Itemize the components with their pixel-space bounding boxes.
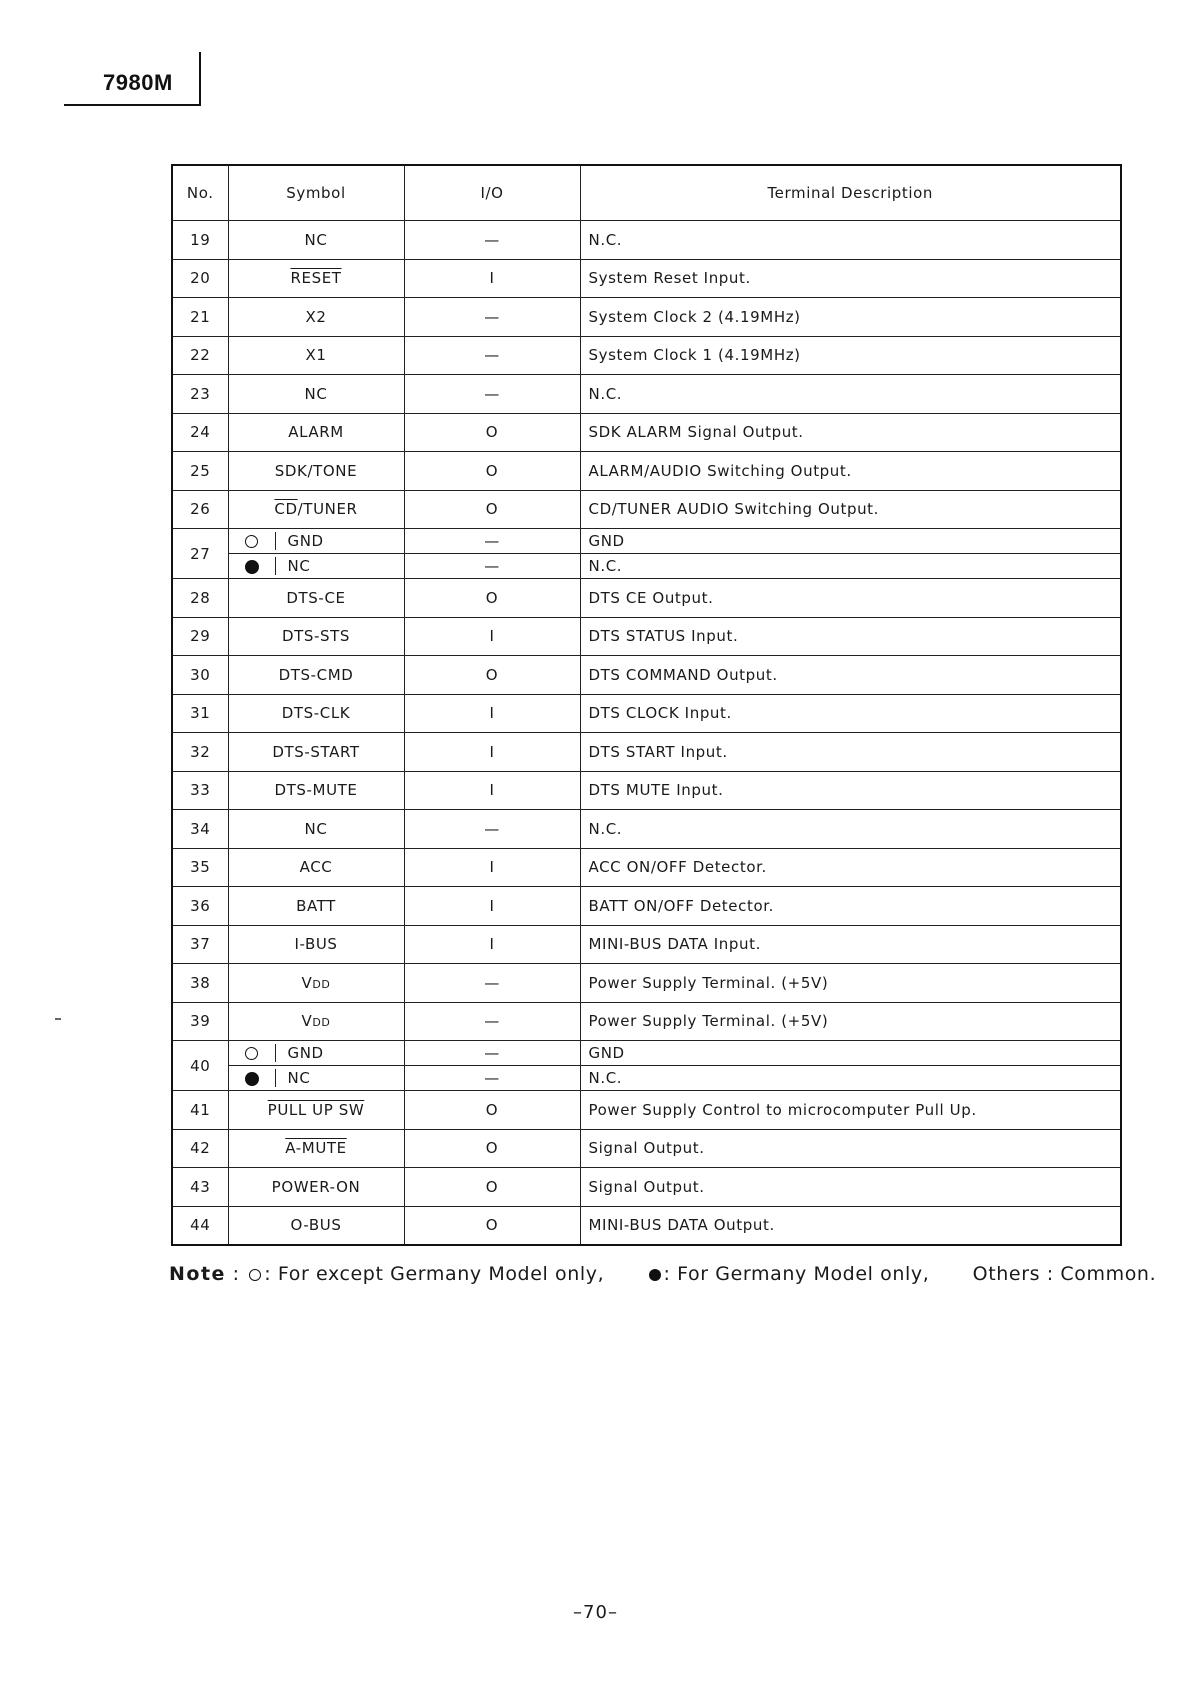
pin-symbol-cell bbox=[228, 848, 404, 887]
pin-number: 32 bbox=[172, 733, 228, 772]
header-description: Terminal Description bbox=[580, 165, 1121, 221]
header-symbol: Symbol bbox=[228, 165, 404, 221]
pin-symbol: ALARM bbox=[288, 423, 344, 442]
table-row bbox=[172, 733, 1121, 772]
pin-symbol-cell bbox=[228, 1066, 404, 1091]
pin-symbol-subscript: DD bbox=[312, 1016, 331, 1030]
pin-symbol-cell bbox=[228, 298, 404, 337]
pin-description: Power Supply Terminal. (+5V) bbox=[580, 1002, 1121, 1041]
table-row bbox=[172, 1168, 1121, 1207]
pin-description: DTS COMMAND Output. bbox=[580, 656, 1121, 695]
open-circle-icon bbox=[245, 1047, 258, 1060]
note-filled-text: : For Germany Model only, bbox=[663, 1263, 930, 1285]
pin-description: Power Supply Terminal. (+5V) bbox=[580, 964, 1121, 1003]
pin-description: System Reset Input. bbox=[580, 259, 1121, 298]
table-row bbox=[172, 1002, 1121, 1041]
note-colon: : bbox=[232, 1263, 240, 1285]
pin-description: DTS CE Output. bbox=[580, 579, 1121, 618]
pin-symbol-cell bbox=[228, 964, 404, 1003]
table-row bbox=[172, 694, 1121, 733]
pin-io: O bbox=[404, 579, 580, 618]
header-io: I/O bbox=[404, 165, 580, 221]
pin-symbol-cell bbox=[228, 733, 404, 772]
table-row bbox=[172, 964, 1121, 1003]
pin-io: — bbox=[404, 554, 580, 579]
pin-io: O bbox=[404, 1168, 580, 1207]
pin-io: O bbox=[404, 1091, 580, 1130]
pin-symbol-cell bbox=[228, 617, 404, 656]
pin-symbol-cell bbox=[228, 694, 404, 733]
table-row-variant bbox=[172, 1066, 1121, 1091]
pin-description: N.C. bbox=[580, 221, 1121, 260]
pin-io: I bbox=[404, 694, 580, 733]
pin-symbol-cell bbox=[228, 1168, 404, 1207]
pin-number: 35 bbox=[172, 848, 228, 887]
table-row bbox=[172, 1091, 1121, 1130]
pin-description: DTS MUTE Input. bbox=[580, 771, 1121, 810]
pin-number: 38 bbox=[172, 964, 228, 1003]
table-note bbox=[169, 1263, 1157, 1285]
pin-number: 27 bbox=[172, 529, 228, 579]
table-row bbox=[172, 452, 1121, 491]
scan-mark bbox=[55, 1018, 61, 1020]
table-row bbox=[172, 221, 1121, 260]
pin-description: DTS CLOCK Input. bbox=[580, 694, 1121, 733]
table-row bbox=[172, 259, 1121, 298]
pin-number: 23 bbox=[172, 375, 228, 414]
pin-symbol-cell bbox=[228, 221, 404, 260]
table-row-variant bbox=[172, 554, 1121, 579]
pin-description: GND bbox=[580, 1041, 1121, 1066]
table-row-variant bbox=[172, 529, 1121, 554]
pin-symbol-rest: /TUNER bbox=[297, 500, 358, 519]
pin-description: GND bbox=[580, 529, 1121, 554]
table-row bbox=[172, 617, 1121, 656]
pin-number: 29 bbox=[172, 617, 228, 656]
pin-table bbox=[171, 164, 1122, 1246]
pin-symbol-cell bbox=[228, 1002, 404, 1041]
pin-io: — bbox=[404, 336, 580, 375]
pin-io: O bbox=[404, 1129, 580, 1168]
pin-symbol-cell bbox=[228, 887, 404, 926]
pin-number: 42 bbox=[172, 1129, 228, 1168]
pin-description: SDK ALARM Signal Output. bbox=[580, 413, 1121, 452]
pin-description: N.C. bbox=[580, 375, 1121, 414]
pin-number: 31 bbox=[172, 694, 228, 733]
pin-symbol: GND bbox=[287, 1044, 324, 1062]
table-row bbox=[172, 1129, 1121, 1168]
pin-symbol: A-MUTE bbox=[285, 1139, 347, 1158]
pin-number: 37 bbox=[172, 925, 228, 964]
pin-io: O bbox=[404, 452, 580, 491]
pin-number: 28 bbox=[172, 579, 228, 618]
pin-io: O bbox=[404, 1206, 580, 1245]
table-body bbox=[172, 221, 1121, 1245]
pin-description: DTS STATUS Input. bbox=[580, 617, 1121, 656]
model-label: 7980M bbox=[103, 70, 173, 95]
pin-io: I bbox=[404, 733, 580, 772]
table-row bbox=[172, 925, 1121, 964]
pin-symbol: NC bbox=[304, 384, 328, 403]
pin-number: 34 bbox=[172, 810, 228, 849]
pin-io: I bbox=[404, 887, 580, 926]
pin-io: I bbox=[404, 925, 580, 964]
pin-symbol-cell bbox=[228, 452, 404, 491]
pin-description: N.C. bbox=[580, 554, 1121, 579]
pin-number: 24 bbox=[172, 413, 228, 452]
pin-symbol: RESET bbox=[290, 269, 342, 288]
pin-description: ACC ON/OFF Detector. bbox=[580, 848, 1121, 887]
pin-symbol-cell bbox=[228, 529, 404, 554]
pin-symbol-cell bbox=[228, 1206, 404, 1245]
pin-description: BATT ON/OFF Detector. bbox=[580, 887, 1121, 926]
pin-io: — bbox=[404, 298, 580, 337]
pin-symbol: I-BUS bbox=[294, 935, 338, 954]
pin-symbol: X1 bbox=[305, 346, 327, 365]
table-row-variant bbox=[172, 1041, 1121, 1066]
table-row bbox=[172, 656, 1121, 695]
pin-symbol-overlined: $\overline{CD}$ bbox=[274, 500, 298, 519]
pin-symbol: PULL UP SW bbox=[267, 1100, 365, 1119]
table-row bbox=[172, 336, 1121, 375]
pin-description: CD/TUNER AUDIO Switching Output. bbox=[580, 490, 1121, 529]
pin-symbol: ACC bbox=[299, 858, 333, 877]
pin-symbol: DTS-CE bbox=[286, 588, 346, 607]
pin-symbol-cell bbox=[228, 1041, 404, 1066]
pin-description: System Clock 1 (4.19MHz) bbox=[580, 336, 1121, 375]
pin-symbol: GND bbox=[287, 532, 324, 550]
pin-symbol: DTS-MUTE bbox=[274, 781, 358, 800]
pin-symbol-cell bbox=[228, 1091, 404, 1130]
variant-marker bbox=[229, 557, 276, 575]
pin-number: 25 bbox=[172, 452, 228, 491]
pin-io: — bbox=[404, 964, 580, 1003]
pin-symbol: NC bbox=[287, 557, 311, 575]
table-row bbox=[172, 298, 1121, 337]
pin-description: Signal Output. bbox=[580, 1168, 1121, 1207]
pin-description: DTS START Input. bbox=[580, 733, 1121, 772]
pin-symbol: NC bbox=[304, 230, 328, 249]
pin-symbol: O-BUS bbox=[290, 1216, 342, 1234]
pin-symbol-cell bbox=[228, 490, 404, 529]
table-row bbox=[172, 887, 1121, 926]
pin-description: N.C. bbox=[580, 1066, 1121, 1091]
open-circle-icon bbox=[249, 1269, 261, 1281]
pin-symbol: DTS-STS bbox=[281, 627, 351, 646]
table-header-row bbox=[172, 165, 1121, 221]
pin-io: I bbox=[404, 771, 580, 810]
pin-io: O bbox=[404, 413, 580, 452]
pin-symbol: DTS-CLK bbox=[281, 704, 351, 723]
pin-symbol: DTS-START bbox=[272, 742, 360, 761]
pin-number: 19 bbox=[172, 221, 228, 260]
pin-io: — bbox=[404, 1002, 580, 1041]
pin-description: N.C. bbox=[580, 810, 1121, 849]
pin-io: — bbox=[404, 529, 580, 554]
pin-description: MINI-BUS DATA Output. bbox=[580, 1206, 1121, 1245]
pin-io: I bbox=[404, 848, 580, 887]
open-circle-icon bbox=[245, 535, 258, 548]
pin-symbol: V bbox=[301, 973, 313, 992]
table-row bbox=[172, 810, 1121, 849]
pin-description: Signal Output. bbox=[580, 1129, 1121, 1168]
pin-symbol-subscript: DD bbox=[312, 977, 331, 991]
pin-io: — bbox=[404, 1041, 580, 1066]
table-row bbox=[172, 413, 1121, 452]
pin-symbol-cell bbox=[228, 810, 404, 849]
note-open-text: : For except Germany Model only, bbox=[264, 1263, 605, 1285]
pin-symbol-cell bbox=[228, 413, 404, 452]
pin-symbol: NC bbox=[304, 819, 328, 838]
page-number: –70– bbox=[573, 1602, 618, 1623]
note-others-text: Others : Common. bbox=[972, 1263, 1157, 1285]
filled-circle-icon bbox=[649, 1269, 661, 1281]
pin-description: ALARM/AUDIO Switching Output. bbox=[580, 452, 1121, 491]
table-row bbox=[172, 1206, 1121, 1245]
pin-io: I bbox=[404, 259, 580, 298]
pin-number: 36 bbox=[172, 887, 228, 926]
pin-symbol: BATT bbox=[296, 896, 336, 915]
table-row bbox=[172, 771, 1121, 810]
pin-symbol: X2 bbox=[305, 307, 327, 326]
pin-symbol-cell bbox=[228, 375, 404, 414]
pin-symbol-cell bbox=[228, 259, 404, 298]
pin-symbol-cell bbox=[228, 925, 404, 964]
pin-symbol: NC bbox=[287, 1069, 311, 1087]
pin-number: 41 bbox=[172, 1091, 228, 1130]
pin-number: 43 bbox=[172, 1168, 228, 1207]
pin-io: — bbox=[404, 221, 580, 260]
pin-number: 21 bbox=[172, 298, 228, 337]
pin-number: 39 bbox=[172, 1002, 228, 1041]
pin-io: O bbox=[404, 656, 580, 695]
pin-symbol: V bbox=[301, 1012, 313, 1031]
pin-number: 20 bbox=[172, 259, 228, 298]
pin-number: 40 bbox=[172, 1041, 228, 1091]
pin-io: O bbox=[404, 490, 580, 529]
pin-symbol-cell bbox=[228, 1129, 404, 1168]
filled-circle-icon bbox=[245, 1072, 259, 1086]
pin-symbol-cell bbox=[228, 336, 404, 375]
table-row bbox=[172, 375, 1121, 414]
filled-circle-icon bbox=[245, 560, 259, 574]
pin-symbol: DTS-CMD bbox=[278, 665, 354, 684]
table-row bbox=[172, 490, 1121, 529]
pin-number: 26 bbox=[172, 490, 228, 529]
pin-io: — bbox=[404, 375, 580, 414]
variant-marker bbox=[229, 1069, 276, 1087]
pin-io: — bbox=[404, 1066, 580, 1091]
pin-symbol-cell bbox=[228, 656, 404, 695]
variant-marker bbox=[229, 1044, 276, 1062]
pin-number: 30 bbox=[172, 656, 228, 695]
pin-symbol: SDK/TONE bbox=[274, 461, 358, 480]
variant-marker bbox=[229, 532, 276, 550]
pin-symbol-cell bbox=[228, 554, 404, 579]
pin-description: Power Supply Control to microcomputer Pull Up. bbox=[580, 1091, 1121, 1130]
pin-io: — bbox=[404, 810, 580, 849]
pin-symbol: POWER-ON bbox=[271, 1177, 361, 1196]
header-no: No. bbox=[172, 165, 228, 221]
table-row bbox=[172, 848, 1121, 887]
pin-number: 22 bbox=[172, 336, 228, 375]
pin-description: System Clock 2 (4.19MHz) bbox=[580, 298, 1121, 337]
note-label: Note bbox=[169, 1263, 226, 1285]
pin-io: I bbox=[404, 617, 580, 656]
pin-symbol-cell bbox=[228, 579, 404, 618]
pin-description: MINI-BUS DATA Input. bbox=[580, 925, 1121, 964]
pin-number: 44 bbox=[172, 1206, 228, 1245]
pin-symbol-cell bbox=[228, 771, 404, 810]
pin-number: 33 bbox=[172, 771, 228, 810]
table-row bbox=[172, 579, 1121, 618]
